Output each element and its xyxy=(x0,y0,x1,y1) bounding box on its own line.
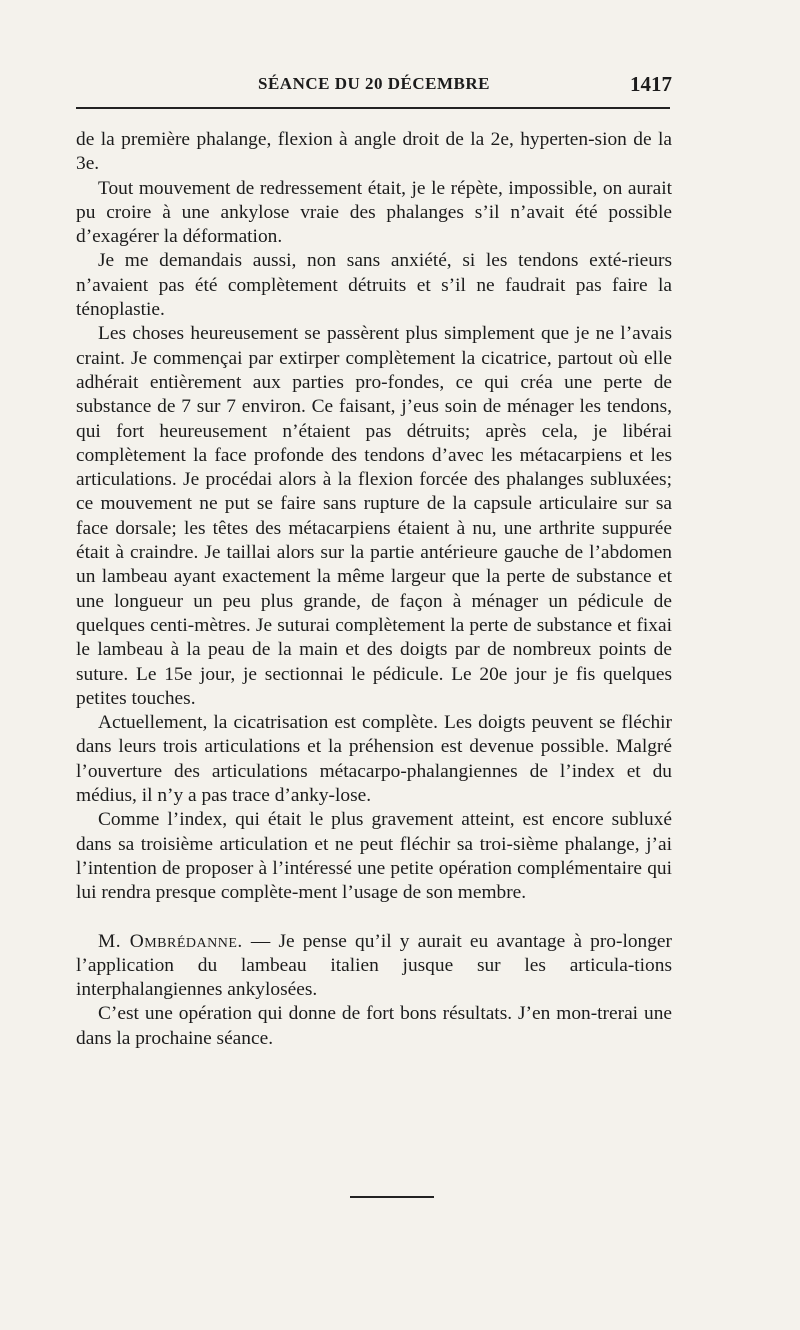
paragraph: Je me demandais aussi, non sans anxiété, si les tendons exté-rieurs n’avaient pas été complètement détruits et s’il ne faudrait pas faire la ténoplastie. xyxy=(76,250,672,321)
running-title: SÉANCE DU 20 DÉCEMBRE xyxy=(258,74,490,93)
paragraph: Comme l’index, qui était le plus gravement atteint, est encore subluxé dans sa troisième articulation et ne peut fléchir sa troi-sième phalange, j’ai l’intention de proposer à l’intéressé une petite opération complémentaire qui lui rendra presque complète-ment l’usage de son membre. xyxy=(76,809,672,904)
paragraph-continuation: de la première phalange, flexion à angle droit de la 2e, hyperten-sion de la 3e. xyxy=(76,129,672,175)
discussion-followup: C’est une opération qui donne de fort bons résultats. J’en mon-trerai une dans la prochaine séance. xyxy=(76,1003,672,1049)
page-number: 1417 xyxy=(630,72,672,96)
paragraph: Les choses heureusement se passèrent plus simplement que je ne l’avais craint. Je commençai par extirper complètement la cicatrice, partout où elle adhérait entièrement aux parties pro-fondes, ce qui créa une perte de substance de 7 sur 7 environ. Ce faisant, j’eus soin de ménager les tendons, qui fort heureusement n’étaient pas détruits; après cela, je libérai complètement la face profonde des tendons d’avec les métacarpiens et les articulations. Je procédai alors à la flexion forcée des phalanges subluxées; ce mouvement ne put se faire sans rupture de la capsule articulaire sur sa face dorsale; les têtes des métacarpiens étaient à nu, une arthrite suppurée était à craindre. Je taillai alors sur la partie antérieure gauche de l’abdomen un lambeau ayant exactement la même largeur que la perte de substance et une longueur un peu plus grande, de façon à ménager un pédicule de quelques centi-mètres. Je suturai complètement la perte de substance et fixai le lambeau à la peau de la main et des doigts par de nombreux points de suture. Le 15e jour, je sectionnai le pédicule. Le 20e jour je fis quelques petites touches. xyxy=(76,323,672,709)
discussion-paragraph xyxy=(76,930,672,1003)
paragraph: Actuellement, la cicatrisation est complète. Les doigts peuvent se fléchir dans leurs trois articulations et la préhension est devenue possible. Malgré l’ouverture des articulations métacarpo-phalangiennes de l’index et du médius, il n’y a pas trace d’anky-lose. xyxy=(76,712,672,807)
body-text xyxy=(76,128,672,1051)
running-header xyxy=(76,70,672,100)
end-rule xyxy=(350,1196,434,1198)
header-rule xyxy=(76,107,670,109)
speaker-remark: — Je pense qu’il y aurait eu avantage à pro-longer l’application du lambeau italien jusque sur les articula-tions interphalangiennes ankylosées. xyxy=(76,930,672,1001)
section-spacer xyxy=(76,906,672,930)
paragraph: Tout mouvement de redressement était, je le répète, impossible, on aurait pu croire à une ankylose vraie des phalanges s’il n’avait été possible d’exagérer la déformation. xyxy=(76,177,672,248)
speaker-name: M. Ombrédanne. xyxy=(98,930,243,952)
